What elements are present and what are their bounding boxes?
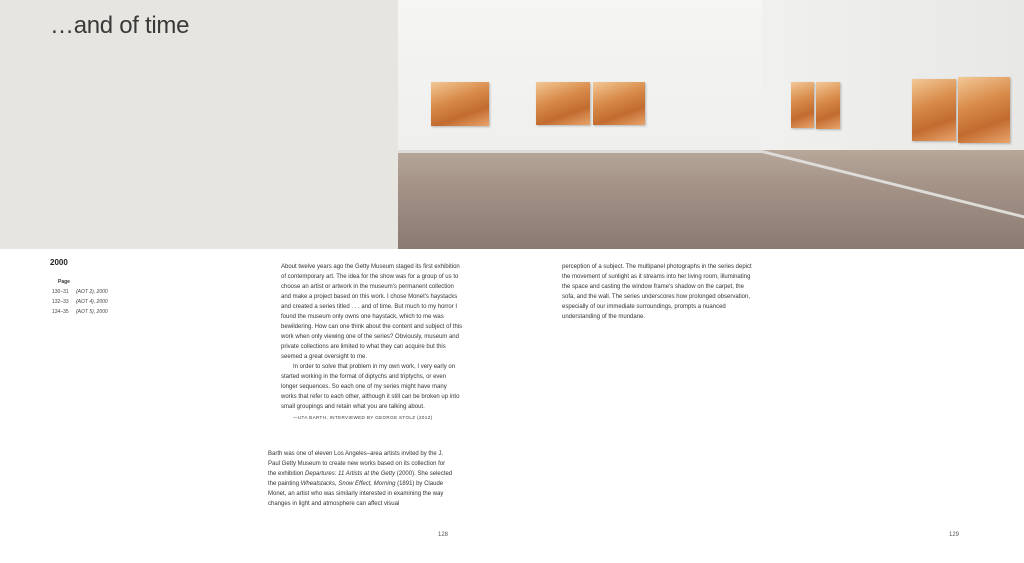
page-number-left: 128 [438,532,449,538]
index-title: (AOT 2), 2000 [76,289,108,295]
artwork-single [431,82,489,126]
index-row [52,309,170,315]
index-row [52,289,170,295]
exhibition-title: Departures: 11 Artists at the Getty [305,471,396,477]
year-label: 2000 [50,258,68,267]
essay-paragraph [268,449,454,509]
index-pages: 134–35 [52,309,69,315]
quote-paragraph: About twelve years ago the Getty Museum staged its first exhibition of contemporary art. The idea for the show was for a group of us to choose an artist or artwork in the museum's permanent collection and make a project based on this work. I chose Monet's haystacks and created a series titled . . . and of time. But much to my horror I found the museum only owns one haystack, which to me was bewildering. How can one think about the content and subject of this work when only viewing one of the series? Obviously, museum and private collections are limited to what they can acquire but this seemed a great oversight to me. [281,264,463,360]
index-title: (AOT 4), 2000 [76,299,108,305]
quote-attribution: —UTA BARTH, INTERVIEWED BY GEORGE STOLZ (2012) [293,415,433,420]
artwork-corner-right [816,82,840,129]
index-pages: 132–33 [52,299,69,305]
page-header: Page [58,279,70,285]
artwork-right-right [958,77,1010,143]
works-index [50,258,170,315]
title-panel [0,0,398,249]
index-title: (AOT 5), 2000 [76,309,108,315]
essay-continuation [562,262,752,322]
essay-text [268,449,454,509]
artwork-diptych-right [593,82,645,125]
artist-quote [281,262,463,423]
index-row [52,299,170,305]
page-number-right: 129 [949,532,960,538]
artwork-right-left [912,79,956,141]
artwork-corner-left [791,82,814,128]
painting-title: Wheatstacks, Snow Effect, Morning [300,481,396,487]
essay-text-part: Barth was one of eleven Los Angeles–area artists invited by the J. Paul Getty Museum to create new works based on its collection for the exhibition [268,451,446,477]
gallery-floor [398,150,1024,249]
essay-text-part: (1891) by Claude Monet, an artist who was similarly interested in examining the way changes in light and atmosphere can affect visual [268,481,444,507]
chapter-title: …and of time [50,12,190,39]
artwork-diptych-left [536,82,590,125]
quote-paragraph: In order to solve that problem in my own work, I very early on started working in the format of diptychs and triptychs, or even longer sequences. So each one of my series might have many works that refer to each other, although it still can be broken up into small groupings and retain what you are talking about. [281,364,460,410]
essay-text-part: (2000). She selected the painting [268,471,453,487]
essay-paragraph: perception of a subject. The multipanel photographs in the series depict the movement of sunlight as it streams into her living room, illuminating the space and casting the window frame's shadow on the carpet, the sofa, and the wall. The series underscores how prolonged observation, especially of our immediate surroundings, prompts a nuanced understanding of the mundane. [562,264,752,320]
index-pages: 130–31 [52,289,69,295]
baseboard-left [398,150,762,153]
gallery-photo [398,0,1024,249]
